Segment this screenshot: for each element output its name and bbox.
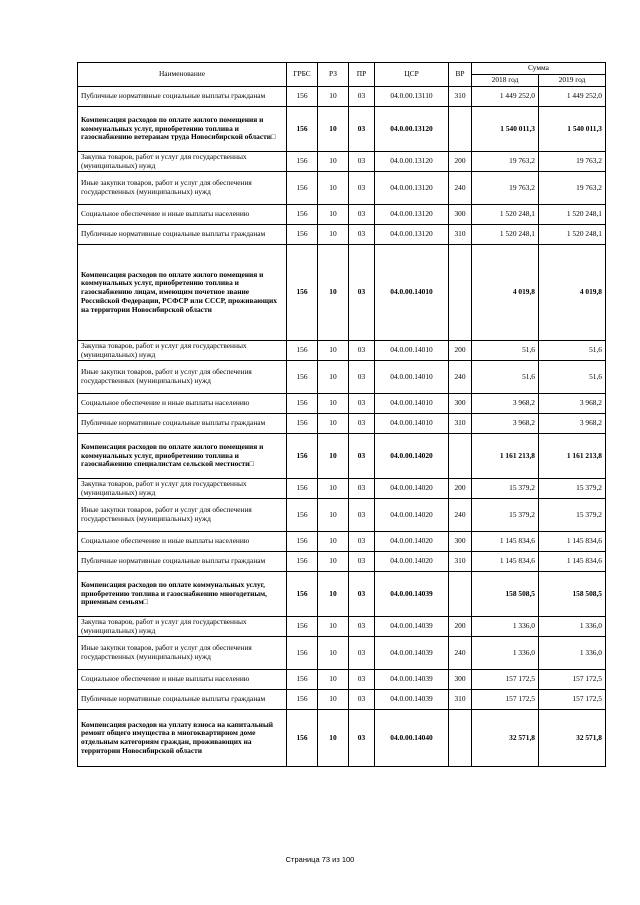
cell-pr: 03 [349, 637, 375, 670]
cell-grbs: 156 [287, 670, 318, 690]
cell-csr: 04.0.00.13120 [375, 107, 449, 152]
cell-pr: 03 [349, 479, 375, 499]
cell-name: Иные закупки товаров, работ и услуг для обеспечения государственных (муниципальных) нужд [78, 499, 287, 532]
cell-sum-2019: 1 336,0 [539, 637, 606, 670]
cell-name: Закупка товаров, работ и услуг для государственных (муниципальных) нужд [78, 152, 287, 172]
cell-csr: 04.0.00.14020 [375, 552, 449, 572]
cell-rz: 10 [318, 245, 349, 341]
cell-name: Социальное обеспечение и иные выплаты населению [78, 670, 287, 690]
cell-rz: 10 [318, 617, 349, 637]
cell-vr: 310 [449, 690, 472, 710]
cell-vr [449, 710, 472, 767]
cell-sum-2019: 157 172,5 [539, 690, 606, 710]
header-csr: ЦСР [375, 63, 449, 87]
cell-grbs: 156 [287, 434, 318, 479]
header-rz: РЗ [318, 63, 349, 87]
table-row [78, 394, 606, 414]
cell-sum-2019: 1 161 213,8 [539, 434, 606, 479]
cell-rz: 10 [318, 341, 349, 361]
cell-csr: 04.0.00.14039 [375, 572, 449, 617]
cell-grbs: 156 [287, 499, 318, 532]
table-row [78, 552, 606, 572]
cell-vr: 300 [449, 532, 472, 552]
cell-csr: 04.0.00.14010 [375, 414, 449, 434]
table-row [78, 690, 606, 710]
cell-sum-2018: 51,6 [472, 341, 539, 361]
cell-rz: 10 [318, 394, 349, 414]
cell-vr: 200 [449, 152, 472, 172]
table-row [78, 479, 606, 499]
cell-name: Публичные нормативные социальные выплаты гражданам [78, 87, 287, 107]
cell-sum-2018: 157 172,5 [472, 670, 539, 690]
cell-sum-2019: 51,6 [539, 361, 606, 394]
cell-pr: 03 [349, 617, 375, 637]
table-row [78, 670, 606, 690]
cell-csr: 04.0.00.14010 [375, 361, 449, 394]
cell-csr: 04.0.00.14020 [375, 434, 449, 479]
header-vr: ВР [449, 63, 472, 87]
cell-name: Закупка товаров, работ и услуг для государственных (муниципальных) нужд [78, 479, 287, 499]
cell-sum-2019: 1 145 834,6 [539, 552, 606, 572]
table-row [78, 87, 606, 107]
cell-grbs: 156 [287, 710, 318, 767]
cell-sum-2019: 158 508,5 [539, 572, 606, 617]
cell-pr: 03 [349, 499, 375, 532]
cell-vr: 200 [449, 479, 472, 499]
cell-csr: 04.0.00.14020 [375, 499, 449, 532]
table-row [78, 245, 606, 341]
cell-sum-2019: 1 336,0 [539, 617, 606, 637]
cell-vr: 310 [449, 414, 472, 434]
cell-csr: 04.0.00.13120 [375, 225, 449, 245]
header-name: Наименование [78, 63, 287, 87]
cell-grbs: 156 [287, 414, 318, 434]
cell-vr: 310 [449, 87, 472, 107]
cell-rz: 10 [318, 690, 349, 710]
cell-name: Компенсация расходов по оплате жилого помещения и коммунальных услуг, приобретению топлива и газоснабжению специалистам сельской местности□ [78, 434, 287, 479]
cell-pr: 03 [349, 225, 375, 245]
cell-grbs: 156 [287, 225, 318, 245]
cell-vr: 240 [449, 637, 472, 670]
cell-pr: 03 [349, 532, 375, 552]
cell-sum-2019: 157 172,5 [539, 670, 606, 690]
cell-sum-2019: 4 019,8 [539, 245, 606, 341]
cell-grbs: 156 [287, 617, 318, 637]
cell-vr: 240 [449, 361, 472, 394]
cell-vr [449, 572, 472, 617]
cell-pr: 03 [349, 690, 375, 710]
table-row [78, 225, 606, 245]
cell-name: Социальное обеспечение и иные выплаты населению [78, 532, 287, 552]
cell-sum-2019: 19 763,2 [539, 152, 606, 172]
cell-sum-2019: 32 571,8 [539, 710, 606, 767]
cell-pr: 03 [349, 414, 375, 434]
cell-rz: 10 [318, 637, 349, 670]
table-row [78, 710, 606, 767]
cell-sum-2018: 157 172,5 [472, 690, 539, 710]
cell-grbs: 156 [287, 690, 318, 710]
cell-sum-2019: 3 968,2 [539, 394, 606, 414]
cell-grbs: 156 [287, 479, 318, 499]
cell-sum-2019: 1 540 011,3 [539, 107, 606, 152]
cell-sum-2019: 3 968,2 [539, 414, 606, 434]
cell-sum-2018: 15 379,2 [472, 499, 539, 532]
cell-name: Публичные нормативные социальные выплаты гражданам [78, 225, 287, 245]
cell-rz: 10 [318, 434, 349, 479]
cell-rz: 10 [318, 479, 349, 499]
cell-vr [449, 245, 472, 341]
cell-sum-2019: 1 449 252,0 [539, 87, 606, 107]
cell-name: Компенсация расходов по оплате коммунальных услуг, приобретению топлива и газоснабжению многодетным, приемным семьям□ [78, 572, 287, 617]
cell-name: Иные закупки товаров, работ и услуг для обеспечения государственных (муниципальных) нужд [78, 172, 287, 205]
cell-vr: 200 [449, 617, 472, 637]
table-row [78, 341, 606, 361]
cell-vr: 310 [449, 552, 472, 572]
cell-grbs: 156 [287, 394, 318, 414]
cell-rz: 10 [318, 414, 349, 434]
cell-pr: 03 [349, 552, 375, 572]
cell-sum-2018: 1 520 248,1 [472, 225, 539, 245]
cell-name: Социальное обеспечение и иные выплаты населению [78, 205, 287, 225]
cell-csr: 04.0.00.13120 [375, 205, 449, 225]
cell-vr: 300 [449, 205, 472, 225]
table-row [78, 107, 606, 152]
cell-grbs: 156 [287, 205, 318, 225]
cell-rz: 10 [318, 172, 349, 205]
cell-vr [449, 434, 472, 479]
cell-rz: 10 [318, 670, 349, 690]
cell-rz: 10 [318, 205, 349, 225]
cell-sum-2018: 3 968,2 [472, 394, 539, 414]
cell-sum-2018: 32 571,8 [472, 710, 539, 767]
cell-vr: 300 [449, 394, 472, 414]
cell-pr: 03 [349, 205, 375, 225]
cell-sum-2018: 1 449 252,0 [472, 87, 539, 107]
cell-grbs: 156 [287, 172, 318, 205]
cell-name: Публичные нормативные социальные выплаты гражданам [78, 414, 287, 434]
cell-csr: 04.0.00.14020 [375, 479, 449, 499]
cell-pr: 03 [349, 394, 375, 414]
cell-csr: 04.0.00.14020 [375, 532, 449, 552]
cell-rz: 10 [318, 152, 349, 172]
cell-name: Закупка товаров, работ и услуг для государственных (муниципальных) нужд [78, 341, 287, 361]
cell-csr: 04.0.00.14039 [375, 690, 449, 710]
cell-sum-2018: 1 540 011,3 [472, 107, 539, 152]
cell-name: Закупка товаров, работ и услуг для государственных (муниципальных) нужд [78, 617, 287, 637]
cell-csr: 04.0.00.14010 [375, 341, 449, 361]
cell-grbs: 156 [287, 152, 318, 172]
cell-name: Компенсация расходов по оплате жилого помещения и коммунальных услуг, приобретению топлива и газоснабжению лицам, имеющим почетное звание Российской Федерации, РСФСР или СССР, проживающих на территории Новосибирской области [78, 245, 287, 341]
header-pr: ПР [349, 63, 375, 87]
cell-pr: 03 [349, 341, 375, 361]
cell-pr: 03 [349, 361, 375, 394]
cell-sum-2019: 15 379,2 [539, 479, 606, 499]
cell-rz: 10 [318, 361, 349, 394]
cell-vr: 240 [449, 172, 472, 205]
table-row [78, 434, 606, 479]
cell-grbs: 156 [287, 341, 318, 361]
cell-sum-2018: 1 145 834,6 [472, 552, 539, 572]
cell-name: Социальное обеспечение и иные выплаты населению [78, 394, 287, 414]
cell-pr: 03 [349, 670, 375, 690]
table-row [78, 637, 606, 670]
cell-rz: 10 [318, 710, 349, 767]
cell-vr [449, 107, 472, 152]
cell-csr: 04.0.00.14010 [375, 394, 449, 414]
cell-csr: 04.0.00.13120 [375, 152, 449, 172]
cell-sum-2018: 19 763,2 [472, 172, 539, 205]
cell-grbs: 156 [287, 572, 318, 617]
cell-pr: 03 [349, 107, 375, 152]
cell-csr: 04.0.00.14039 [375, 617, 449, 637]
cell-name: Публичные нормативные социальные выплаты гражданам [78, 690, 287, 710]
cell-sum-2019: 1 520 248,1 [539, 225, 606, 245]
cell-pr: 03 [349, 172, 375, 205]
table-row [78, 152, 606, 172]
cell-sum-2018: 1 520 248,1 [472, 205, 539, 225]
cell-csr: 04.0.00.14010 [375, 245, 449, 341]
cell-pr: 03 [349, 87, 375, 107]
cell-csr: 04.0.00.14039 [375, 670, 449, 690]
cell-pr: 03 [349, 572, 375, 617]
cell-name: Компенсация расходов на уплату взноса на капитальный ремонт общего имущества в многоквартирном доме отдельным категориям граждан, проживающих на территории Новосибирской области [78, 710, 287, 767]
cell-grbs: 156 [287, 87, 318, 107]
cell-sum-2019: 1 145 834,6 [539, 532, 606, 552]
cell-name: Иные закупки товаров, работ и услуг для обеспечения государственных (муниципальных) нужд [78, 637, 287, 670]
cell-vr: 300 [449, 670, 472, 690]
cell-sum-2018: 19 763,2 [472, 152, 539, 172]
cell-csr: 04.0.00.13110 [375, 87, 449, 107]
cell-vr: 240 [449, 499, 472, 532]
budget-table [77, 62, 606, 767]
cell-rz: 10 [318, 552, 349, 572]
cell-rz: 10 [318, 225, 349, 245]
table-row [78, 532, 606, 552]
cell-pr: 03 [349, 152, 375, 172]
cell-vr: 200 [449, 341, 472, 361]
cell-csr: 04.0.00.14039 [375, 637, 449, 670]
cell-grbs: 156 [287, 532, 318, 552]
cell-csr: 04.0.00.14040 [375, 710, 449, 767]
table-body [78, 87, 606, 767]
cell-rz: 10 [318, 532, 349, 552]
cell-name: Компенсация расходов по оплате жилого помещения и коммунальных услуг, приобретению топлива и газоснабжению ветеранам труда Новосибирской области□ [78, 107, 287, 152]
cell-rz: 10 [318, 87, 349, 107]
cell-vr: 310 [449, 225, 472, 245]
header-grbs: ГРБС [287, 63, 318, 87]
cell-rz: 10 [318, 572, 349, 617]
table-row [78, 205, 606, 225]
cell-sum-2018: 1 336,0 [472, 637, 539, 670]
table-row [78, 172, 606, 205]
cell-pr: 03 [349, 710, 375, 767]
cell-sum-2018: 51,6 [472, 361, 539, 394]
cell-grbs: 156 [287, 552, 318, 572]
header-year-2018: 2018 год [472, 75, 539, 87]
table-row [78, 499, 606, 532]
cell-sum-2018: 1 161 213,8 [472, 434, 539, 479]
cell-grbs: 156 [287, 361, 318, 394]
cell-name: Публичные нормативные социальные выплаты гражданам [78, 552, 287, 572]
cell-pr: 03 [349, 434, 375, 479]
cell-sum-2018: 4 019,8 [472, 245, 539, 341]
cell-sum-2018: 3 968,2 [472, 414, 539, 434]
page-footer: Страница 73 из 100 [285, 855, 355, 864]
header-sum: Сумма [472, 63, 606, 75]
cell-csr: 04.0.00.13120 [375, 172, 449, 205]
cell-rz: 10 [318, 499, 349, 532]
cell-sum-2018: 15 379,2 [472, 479, 539, 499]
cell-sum-2019: 15 379,2 [539, 499, 606, 532]
table-row [78, 617, 606, 637]
cell-sum-2019: 51,6 [539, 341, 606, 361]
cell-sum-2018: 1 336,0 [472, 617, 539, 637]
cell-grbs: 156 [287, 107, 318, 152]
cell-rz: 10 [318, 107, 349, 152]
cell-name: Иные закупки товаров, работ и услуг для обеспечения государственных (муниципальных) нужд [78, 361, 287, 394]
header-year-2019: 2019 год [539, 75, 606, 87]
cell-sum-2018: 1 145 834,6 [472, 532, 539, 552]
table-row [78, 361, 606, 394]
cell-sum-2019: 19 763,2 [539, 172, 606, 205]
cell-sum-2019: 1 520 248,1 [539, 205, 606, 225]
cell-grbs: 156 [287, 637, 318, 670]
cell-grbs: 156 [287, 245, 318, 341]
table-row [78, 414, 606, 434]
cell-sum-2018: 158 508,5 [472, 572, 539, 617]
table-row [78, 572, 606, 617]
cell-pr: 03 [349, 245, 375, 341]
